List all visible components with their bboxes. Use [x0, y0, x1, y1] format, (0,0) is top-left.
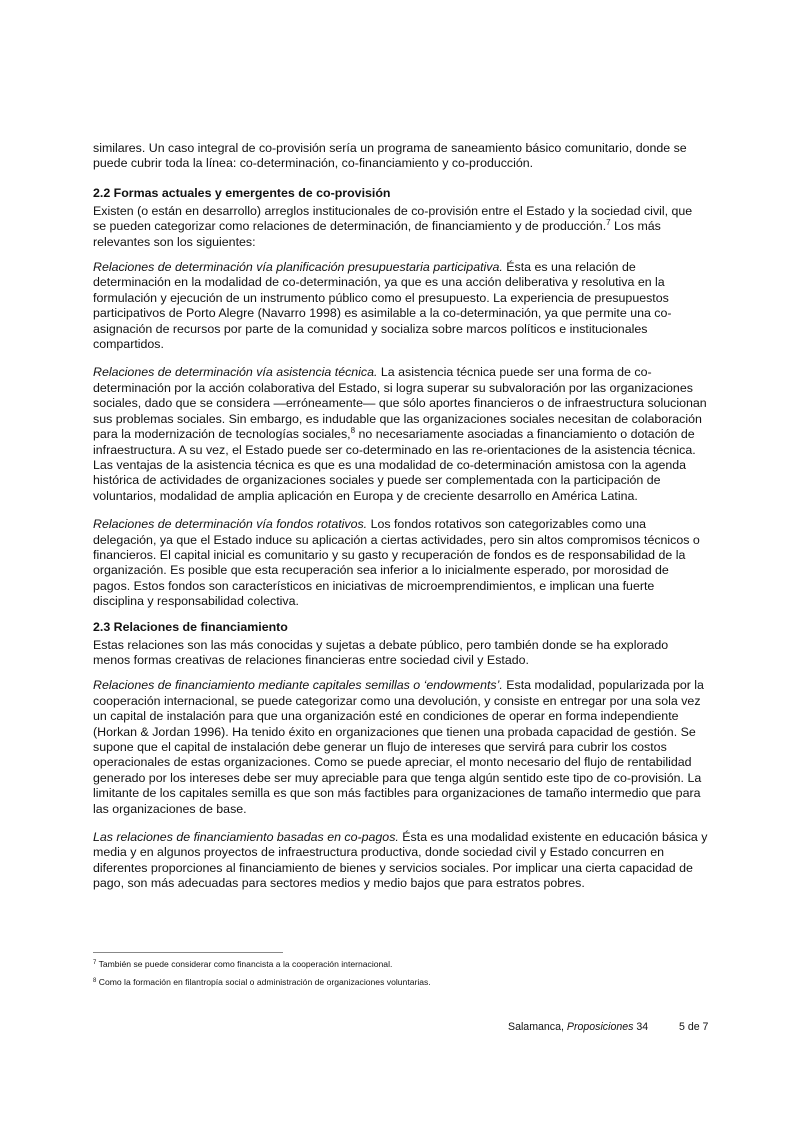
- body-text: [93, 141, 708, 905]
- footnote-ref-8: 8: [350, 426, 356, 436]
- paragraph-title: Relaciones de determinación vía fondos rotativos.: [93, 517, 368, 532]
- footnote-7: [93, 958, 708, 970]
- section-2-3-intro: Estas relaciones son las más conocidas y sujetas a debate público, pero también donde se ha explorado menos formas creativas de relaciones financieras entre sociedad civil y Estado.: [93, 637, 669, 667]
- footnote-divider: [93, 952, 283, 953]
- section-2-2-intro: [93, 204, 708, 250]
- paragraph-capitales-semillas: [93, 678, 708, 817]
- footer-author: Salamanca,: [508, 1021, 567, 1033]
- footer-citation: [508, 1020, 648, 1034]
- section-heading-2-2: 2.2 Formas actuales y emergentes de co-provisión: [93, 185, 391, 200]
- paragraph-title: Las relaciones de financiamiento basadas en co-pagos.: [93, 830, 399, 845]
- page-number: 5 de 7: [679, 1021, 709, 1033]
- paragraph-text: Ésta es una modalidad existente en educación básica y media y en algunos proyectos de infraestructura productiva, donde sociedad civil y Estado concurren en diferentes proporciones al financiamiento de bienes y servicios sociales. Por implicar una cierta capacidad de pago, son más adecuadas para sectores medios y medio bajos que para estratos pobres.: [93, 830, 708, 891]
- footnote-text: También se puede considerar como financista a la cooperación internacional.: [96, 959, 393, 969]
- paragraph-text-continued: no necesariamente asociadas a financiamiento o dotación de infraestructura. A su vez, el Estado puede ser co-determinado en las re-orientaciones de la asistencia técnica. Las ventajas de la asistencia técnica es que es una modalidad de co-determinación amistosa con la agenda histórica de actividades de organizaciones sociales y puede ser complementada con la participación de voluntarios, modalidad de amplia aplicación en Europa y de creciente desarrollo en América Latina.: [93, 427, 696, 503]
- paragraph-asistencia-tecnica: [93, 365, 708, 504]
- footer-issue: 34: [633, 1021, 649, 1033]
- paragraph-text: La asistencia técnica puede ser una forma de co-determinación por la acción colaborativa del Estado, si logra superar su subvaloración por las organizaciones sociales, dado que se considera —erróneamente— que sólo aportes financieros o de infraestructura solucionan sus problemas sociales. Sin embargo, es indudable que las organizaciones sociales necesitan de colaboración para la modernización de tecnologías sociales,: [93, 365, 707, 442]
- paragraph-text: Esta modalidad, popularizada por la cooperación internacional, se puede categorizar como una devolución, y consiste en entregar por una sola vez un capital de instalación para que una organización esté en condiciones de operar en forma independiente (Horkan & Jordan 1996). Ha tenido éxito en organizaciones que tienen una probada capacidad de gestión. Se supone que el capital de instalación debe generar un flujo de intereses que servirá para cubrir los costos operacionales de estas organizaciones. Como se puede apreciar, el monto necesario del flujo de rentabilidad generado por los intereses debe ser muy apreciable para que tenga algún sentido este tipo de co-provisión. La limitante de los capitales semilla es que son más factibles para organizaciones de tamaño intermedio que para las organizaciones de base.: [93, 678, 704, 816]
- paragraph-text: Los fondos rotativos son categorizables como una delegación, ya que el Estado induce su aplicación a ciertas actividades, pero sin altos compromisos técnicos o financieros. El capital inicial es comunitario y su gasto y recuperación de fondos es de responsabilidad de la organización. Es posible que esta recuperación sea inferior a lo inicialmente esperado, por morosidad de pagos. Estos fondos son característicos en iniciativas de microemprendimientos, e implican una fuerte disciplina y responsabilidad colectiva.: [93, 517, 700, 609]
- paragraph-fondos-rotativos: [93, 517, 708, 609]
- paragraph-text: Ésta es una relación de determinación en la modalidad de co-determinación, ya que es una acción deliberativa y resolutiva en la formulación y ejecución de un instrumento público como el presupuesto. La experiencia de presupuestos participativos de Porto Alegre (Navarro 1998) es asimilable a la co-determinación, ya que permite una co-asignación de recursos por parte de la comunidad y socializa sobre marcos políticos e institucionales compartidos.: [93, 260, 672, 352]
- footnote-mark: 8: [93, 978, 97, 984]
- section-2-2-intro-text: Existen (o están en desarrollo) arreglos institucionales de co-provisión entre el Estado y la sociedad civil, que se pueden categorizar como relaciones de determinación, de financiamiento y de producción.: [93, 203, 693, 234]
- footnote-ref-7: 7: [606, 218, 611, 228]
- footnote-text: Como la formación en filantropía social o administración de organizaciones voluntarias.: [96, 977, 431, 987]
- paragraph-planificacion: [93, 260, 708, 352]
- paragraph-title: Relaciones de determinación vía planificación presupuestaria participativa.: [93, 260, 503, 275]
- paragraph-title: Relaciones de determinación vía asistencia técnica.: [93, 365, 378, 380]
- paragraph-co-pagos: [93, 830, 708, 892]
- footnote-mark: 7: [93, 960, 97, 966]
- section-heading-2-3: 2.3 Relaciones de financiamiento: [93, 619, 288, 634]
- intro-text: similares. Un caso integral de co-provisión sería un programa de saneamiento básico comunitario, donde se puede cubrir toda la línea: co-determinación, co-financiamiento y co-producción.: [93, 141, 687, 171]
- section-2-2-intro-end: Los más relevantes son los siguientes:: [93, 219, 661, 249]
- paragraph-title: Relaciones de financiamiento mediante capitales semillas o ‘endowments’.: [93, 678, 503, 693]
- footnotes: [93, 958, 708, 994]
- intro-paragraph: [93, 141, 708, 172]
- footnote-8: [93, 976, 708, 988]
- footer-publication: Proposiciones: [566, 1021, 634, 1033]
